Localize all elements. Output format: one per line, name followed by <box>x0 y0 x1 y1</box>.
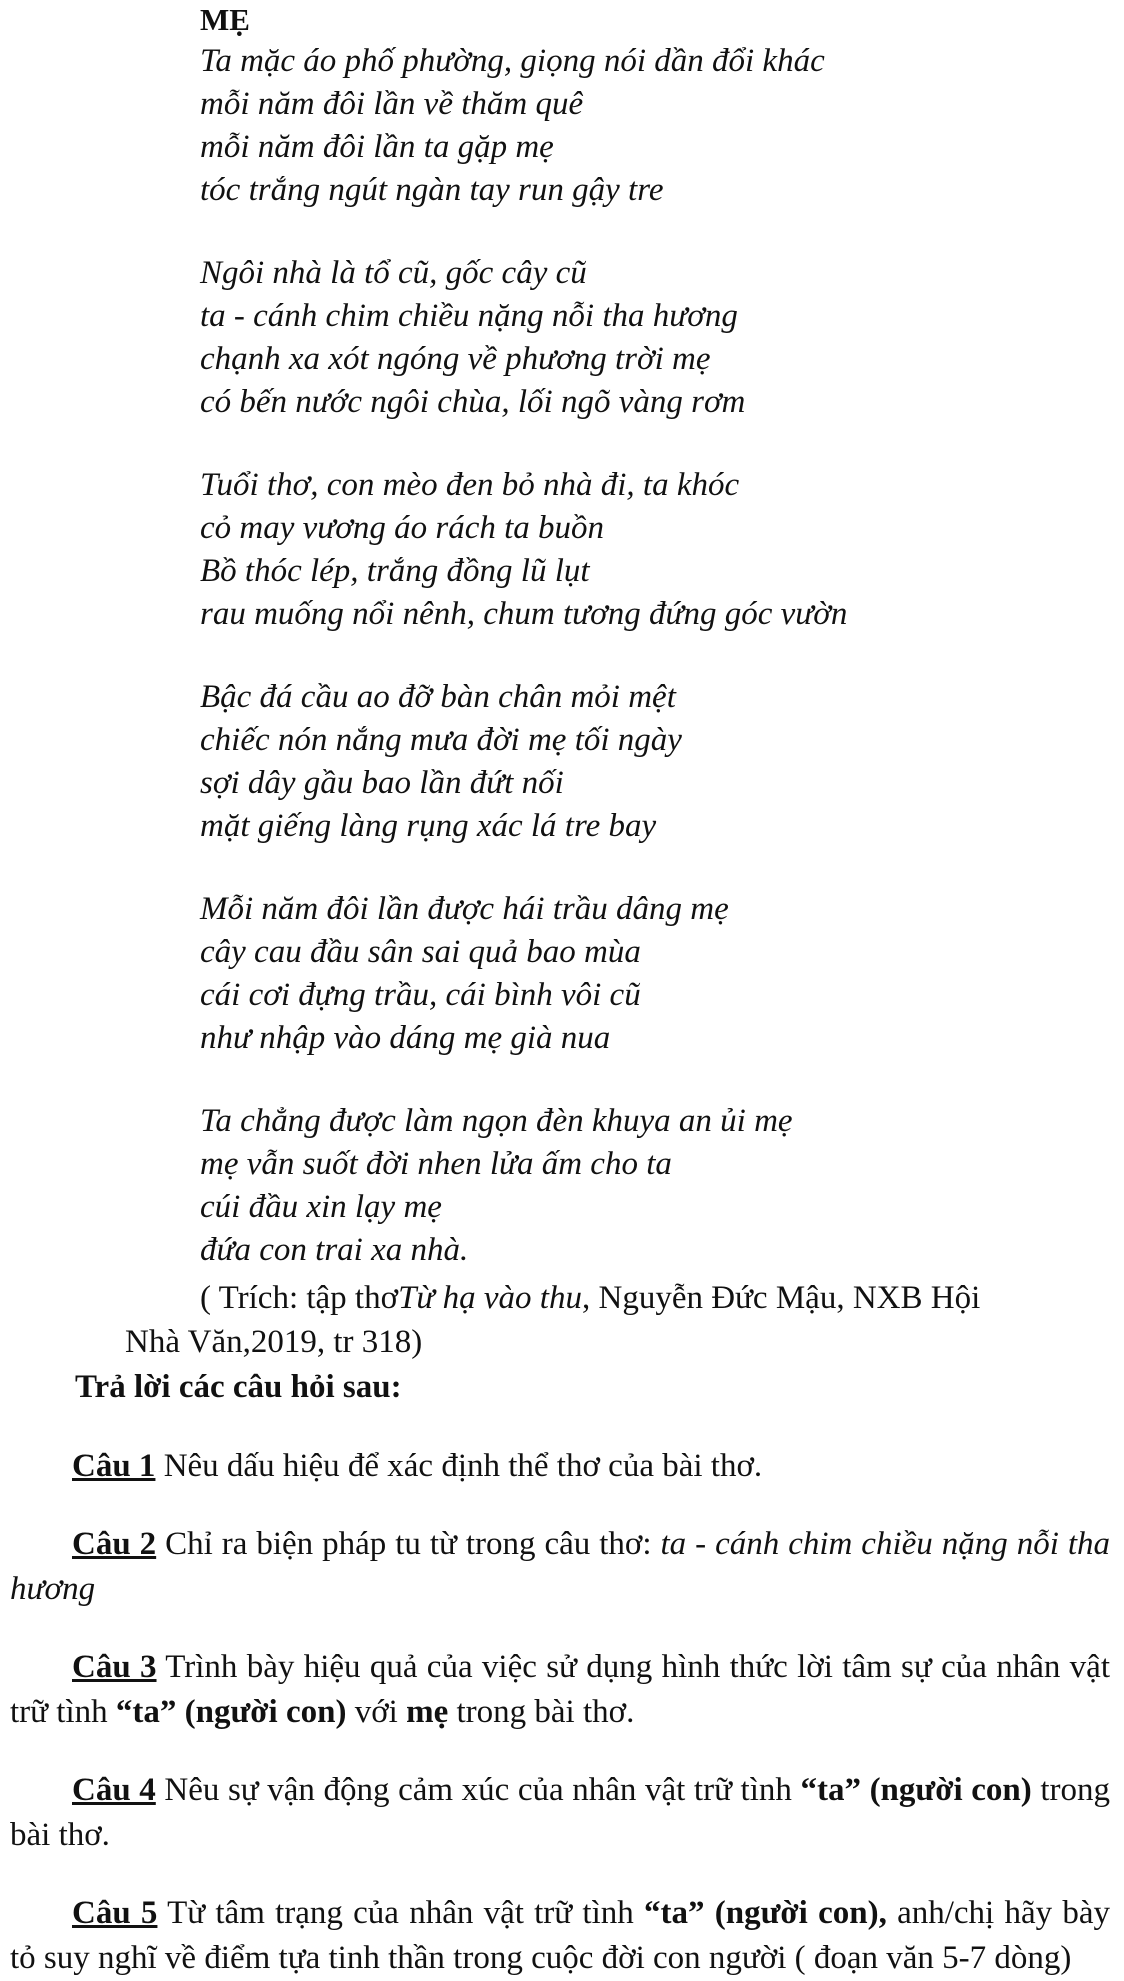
poem-line: Bồ thóc lép, trắng đồng lũ lụt <box>200 553 590 589</box>
citation <box>125 1276 1100 1364</box>
poem-line: mỗi năm đôi lần ta gặp mẹ <box>200 129 554 165</box>
poem-stanza <box>200 464 1100 636</box>
question-3 <box>10 1645 1110 1735</box>
question-3-text-b: với <box>346 1694 407 1730</box>
poem-line: Ta mặc áo phố phường, giọng nói dần đổi khác <box>200 43 825 79</box>
question-2 <box>10 1522 1110 1612</box>
poem-line: Tuổi thơ, con mèo đen bỏ nhà đi, ta khóc <box>200 467 740 503</box>
poem-line: rau muống nổi nênh, chum tương đứng góc vườn <box>200 596 848 632</box>
question-5-bold-a: “ta” (người con), <box>644 1895 887 1931</box>
poem-line: Ta chẳng được làm ngọn đèn khuya an ủi mẹ <box>200 1103 793 1139</box>
question-3-text-c: trong bài thơ. <box>448 1694 635 1730</box>
question-3-text-a: Trình bày hiệu quả của việc sử dụng hình thức lời tâm sự của nhân vật trữ tình <box>10 1649 1110 1730</box>
question-5 <box>10 1891 1110 1981</box>
poem-stanza <box>200 1100 1100 1272</box>
poem-line: chạnh xa xót ngóng về phương trời mẹ <box>200 341 711 377</box>
question-5-text-b: anh/chị hãy bày tỏ suy nghĩ về điểm tựa tinh thần trong cuộc đời con người ( đoạn văn 5-7 dòng) <box>10 1895 1110 1976</box>
question-4-label: Câu 4 <box>72 1772 156 1808</box>
question-2-text: Chỉ ra biện pháp tu từ trong câu thơ: <box>156 1526 661 1562</box>
poem-line: tóc trắng ngút ngàn tay run gậy tre <box>200 172 664 208</box>
question-3-label: Câu 3 <box>72 1649 157 1685</box>
poem-line: như nhập vào dáng mẹ già nua <box>200 1020 611 1056</box>
citation-prefix: ( Trích: tập thơ <box>200 1280 399 1316</box>
poem-line: cây cau đầu sân sai quả bao mùa <box>200 934 641 970</box>
question-4-text-a: Nêu sự vận động cảm xúc của nhân vật trữ tình <box>155 1772 801 1808</box>
poem-stanza <box>200 888 1100 1060</box>
poem-stanza <box>200 252 1100 424</box>
citation-line-2: Nhà Văn,2019, tr 318) <box>125 1324 423 1360</box>
citation-author-publisher: , Nguyễn Đức Mậu, NXB Hội <box>581 1280 981 1316</box>
citation-book-title: Từ hạ vào thu <box>398 1280 582 1316</box>
poem-line: mặt giếng làng rụng xác lá tre bay <box>200 808 657 844</box>
question-1-label: Câu 1 <box>72 1448 156 1484</box>
poem-line: mỗi năm đôi lần về thăm quê <box>200 86 584 122</box>
poem-title: MẸ <box>200 2 250 37</box>
questions-list <box>10 1411 1110 1981</box>
poem-line: cái cơi đựng trầu, cái bình vôi cũ <box>200 977 641 1013</box>
question-2-label: Câu 2 <box>72 1526 157 1562</box>
question-5-label: Câu 5 <box>72 1895 158 1931</box>
poem-line: cỏ may vương áo rách ta buồn <box>200 510 605 546</box>
poem-stanza <box>200 40 1100 212</box>
question-1 <box>10 1444 1110 1489</box>
question-1-text: Nêu dấu hiệu để xác định thể thơ của bài thơ. <box>155 1448 763 1484</box>
question-2-quote: ta - cánh chim chiều nặng nỗi tha hương <box>10 1526 1110 1607</box>
question-5-text-a: Từ tâm trạng của nhân vật trữ tình <box>157 1895 645 1931</box>
poem-line: Bậc đá cầu ao đỡ bàn chân mỏi mệt <box>200 679 676 715</box>
poem-line: sợi dây gầu bao lần đứt nối <box>200 765 564 801</box>
poem-line: Ngôi nhà là tổ cũ, gốc cây cũ <box>200 255 587 291</box>
poem-line: có bến nước ngôi chùa, lối ngõ vàng rơm <box>200 384 746 420</box>
question-4 <box>10 1768 1110 1858</box>
poem-line: mẹ vẫn suốt đời nhen lửa ấm cho ta <box>200 1146 672 1182</box>
question-4-bold-a: “ta” (người con) <box>800 1772 1032 1808</box>
poem-line: Mỗi năm đôi lần được hái trầu dâng mẹ <box>200 891 729 927</box>
question-3-bold-a: “ta” (người con) <box>115 1694 347 1730</box>
poem-stanza <box>200 676 1100 848</box>
questions-heading: Trả lời các câu hỏi sau: <box>75 1369 402 1405</box>
poem-line: đứa con trai xa nhà. <box>200 1232 469 1268</box>
poem-line: cúi đầu xin lạy mẹ <box>200 1189 442 1225</box>
poem-line: ta - cánh chim chiều nặng nỗi tha hương <box>200 298 738 334</box>
question-3-bold-b: mẹ <box>406 1694 449 1730</box>
poem-body <box>200 40 1100 1272</box>
question-4-text-b: trong bài thơ. <box>10 1772 1110 1853</box>
poem-line: chiếc nón nắng mưa đời mẹ tối ngày <box>200 722 682 758</box>
